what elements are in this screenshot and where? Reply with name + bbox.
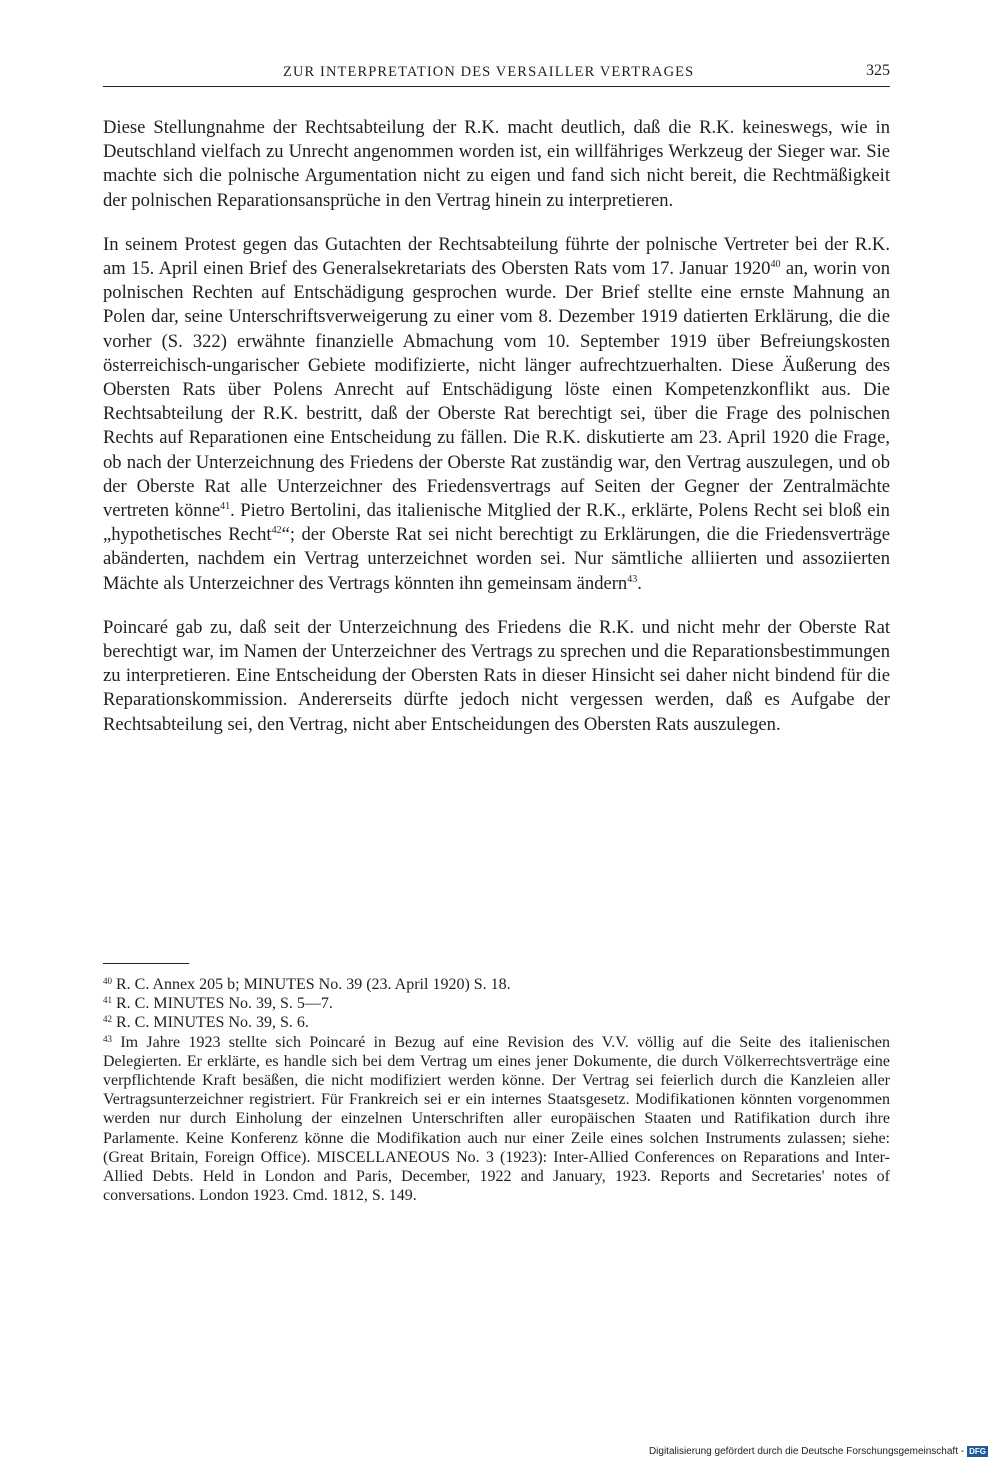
footnote-text: R. C. Annex 205 b; MINUTES No. 39 (23. April 1920) S. 18. [116, 976, 511, 993]
footnote-ref-43: 43 [627, 573, 638, 585]
paragraph-2-part-d: “; der Oberste Rat sei nicht berechtigt zu Erklärungen, die die Friedensverträge abänderten, nachdem ein Vertrag unterzeichnet worden sei. Nur sämtliche alliierten und assoziierten Mächte als Unterzeichner des Vertrags könnten ihn gemeinsam ändern [103, 524, 891, 594]
footnote-text: R. C. MINUTES No. 39, S. 5—7. [116, 995, 333, 1013]
paragraph-2-part-a: In seinem Protest gegen das Gutachten der Rechtsabteilung führte der polnische Vertreter bei der R.K. am 15. April einen Brief des Generalsekretariats des Obersten Rats vom 17. Januar 1920 [103, 233, 890, 280]
footnote-text: Im Jahre 1923 stellte sich Poincaré in Bezug auf eine Revision des V.V. völlig auf die Seite des italienischen Delegierten. Er erklärte, es handle sich bei dem Vertrag um eines jener Dokumente, die durch Völkerrechtsverträge eine verpflichtende Kraft besäßen, die nicht modifiziert werden könne. Der Vertrag sei feierlich durch die Kanzleien aller Vertragsunterzeichner registriert. Für Frankreich sei er ein internes Staatsgesetz. Modifikationen könnten vorgenommen werden nur durch Einholung der einzelnen Unterschriften aller europäischen Staaten und Ratifikation durch ihre Parlamente. Keine Konferenz könne die Modifikation auch nur einer Zeile eines solchen Instruments zulassen; siehe: (Great Britain, Foreign Office). MISCELLANEOUS No. 3 (1923): Inter-Allied Conferences on Reparations and Inter-Allied Debts. Held in London and Paris, December, 1922 and January, 1923. Reports and Secretaries' notes of conversations. London 1923. Cmd. 1812, S. 149. [103, 1033, 891, 1205]
footnote-42 [103, 1013, 890, 1032]
footnote-divider [103, 963, 189, 964]
footnote-43 [103, 1033, 890, 1206]
page-number: 325 [866, 62, 890, 79]
footnote-ref-40: 40 [770, 259, 781, 271]
digitization-credit [649, 1446, 988, 1457]
credit-text: Digitalisierung gefördert durch die Deutsche Forschungsgemeinschaft - [648, 1446, 965, 1457]
footnote-ref-42: 42 [271, 525, 282, 537]
footnote-40 [103, 975, 890, 994]
paragraph-3: Poincaré gab zu, daß seit der Unterzeichnung des Friedens die R.K. und nicht mehr der Oberste Rat berechtigt war, im Namen der Unterzeichner des Vertrags zu sprechen und die Reparationsbestimmungen zu interpretieren. Eine Entscheidung der Obersten Rats in dieser Hinsicht sei daher nicht bindend für die Reparationskommission. Andererseits dürfte jedoch nicht vergessen werden, daß es Aufgabe der Rechtsabteilung sei, den Vertrag, nicht aber Entscheidungen des Obersten Rats auszulegen. [103, 616, 890, 735]
footnote-text: R. C. MINUTES No. 39, S. 6. [116, 1014, 309, 1032]
paragraph-1: Diese Stellungnahme der Rechtsabteilung der R.K. macht deutlich, daß die R.K. keineswegs, wie in Deutschland vielfach zu Unrecht angenommen worden ist, ein willfähriges Werkzeug der Sieger war. Sie machte sich die polnische Argumentation nicht zu eigen und fand sich nicht bereit, die Rechtmäßigkeit der polnischen Reparationsansprüche in den Vertrag hinein zu interpretieren. [103, 117, 890, 211]
footnote-ref-41: 41 [220, 501, 231, 513]
footnote-number: 40 [103, 976, 112, 986]
running-header [103, 60, 890, 87]
header-title: ZUR INTERPRETATION DES VERSAILLER VERTRAGES [283, 64, 695, 80]
paragraph-2 [103, 233, 890, 596]
main-text [103, 116, 890, 737]
footnote-number: 42 [103, 1014, 112, 1025]
footnotes [103, 975, 890, 1205]
paragraph-2-part-e: . [637, 572, 642, 594]
footnote-41 [103, 994, 890, 1013]
footnote-number: 43 [103, 1033, 112, 1044]
footnote-number: 41 [103, 995, 112, 1006]
paragraph-2-part-b: an, worin von polnischen Rechten auf Entschädigung gesprochen wurde. Der Brief stellte eine ernste Mahnung an Polen dar, seine Unterschriftsverweigerung zu einer vom 8. Dezember 1919 datierten Erklärung, die die vorher (S. 322) erwähnte finanzielle Abmachung vom 10. September 1919 über Befreiungskosten österreichisch-ungarischer Gebiete modifizierte, nicht länger aufrechtzuerhalten. Diese Äußerung des Obersten Rats über Polens Anrecht auf Entschädigung löste einen Kompetenzkonflikt aus. Die Rechtsabteilung der R.K. bestritt, daß der Oberste Rat berechtigt sei, über die Frage des polnischen Rechts auf Reparationen eine Entscheidung zu fällen. Die R.K. diskutierte am 23. April 1920 die Frage, ob nach der Unterzeichnung des Friedens der Oberste Rat zuständig war, den Vertrag auszulegen, und ob der Oberste Rat alle Unterzeichner des Friedensvertrags auf Seiten der Gegner der Zentralmächte vertreten könne [103, 258, 891, 522]
dfg-logo: DFG [969, 1447, 986, 1456]
paragraph-2-part-c: . Pietro Bertolini, das italienische Mitglied der R.K., erklärte, Polens Recht sei bloß ein „hypothetisches Recht [103, 500, 890, 546]
